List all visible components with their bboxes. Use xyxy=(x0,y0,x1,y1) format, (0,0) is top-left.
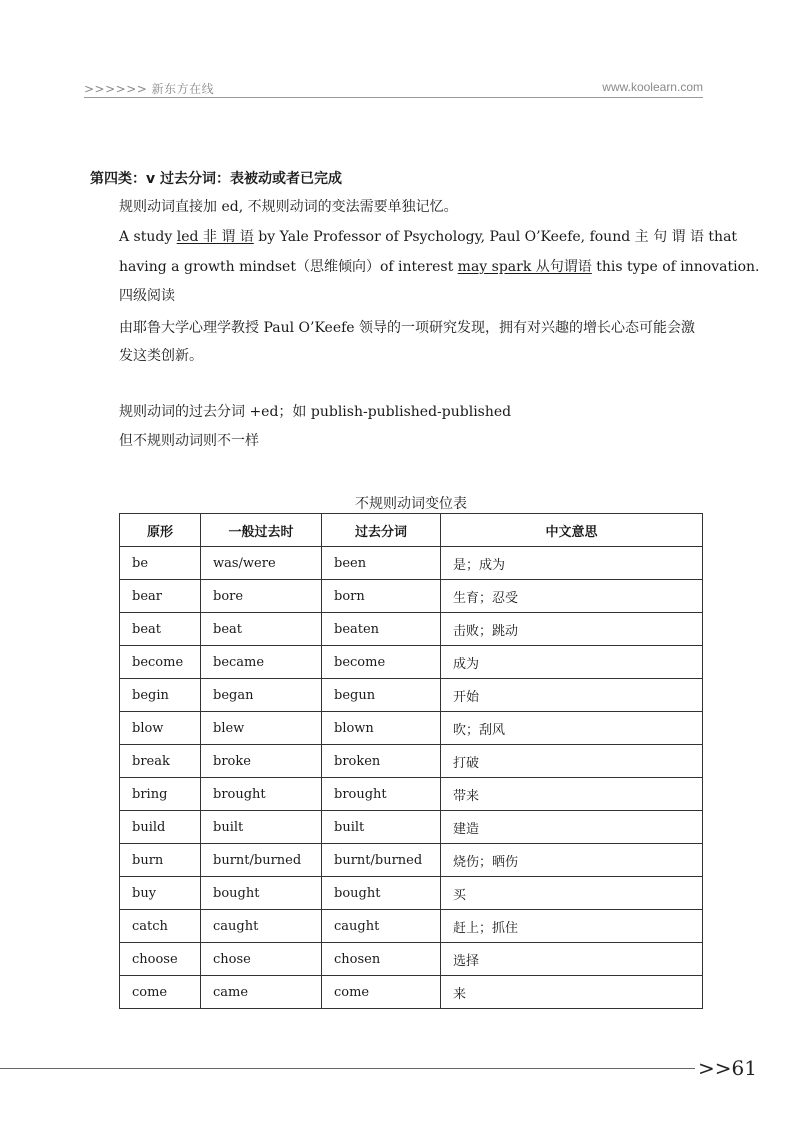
table-cell: 打破 xyxy=(441,745,703,778)
table-cell: 开始 xyxy=(441,679,703,712)
table-cell: 吹；刮风 xyxy=(441,712,703,745)
example-line-1: A study led 非 谓 语 by Yale Professor of Psychology, Paul O’Keefe, found 主 句 谓 语 that xyxy=(119,229,738,245)
table-cell: 烧伤；晒伤 xyxy=(441,844,703,877)
table-row xyxy=(120,613,703,646)
table-row xyxy=(120,844,703,877)
table-cell: bring xyxy=(120,778,201,811)
table-cell: blown xyxy=(322,712,441,745)
table-row xyxy=(120,712,703,745)
table-cell: 成为 xyxy=(441,646,703,679)
table-cell: blew xyxy=(201,712,322,745)
table-cell: become xyxy=(322,646,441,679)
table-cell: bought xyxy=(322,877,441,910)
table-row xyxy=(120,580,703,613)
table-cell: catch xyxy=(120,910,201,943)
table-row xyxy=(120,745,703,778)
table-cell: came xyxy=(201,976,322,1009)
table-cell: come xyxy=(322,976,441,1009)
table-cell: 赶上；抓住 xyxy=(441,910,703,943)
table-cell: burn xyxy=(120,844,201,877)
example-translation: 由耶鲁大学心理学教授 Paul O’Keefe 领导的一项研究发现，拥有对兴趣的增长心态可能会激发这类创新。 xyxy=(119,320,696,364)
table-row xyxy=(120,646,703,679)
table-cell: break xyxy=(120,745,201,778)
header-brand: >>>>>> 新东方在线 xyxy=(84,82,215,96)
table-cell: build xyxy=(120,811,201,844)
table-cell: come xyxy=(120,976,201,1009)
table-cell: built xyxy=(322,811,441,844)
column-header: 中文意思 xyxy=(441,514,703,547)
table-cell: been xyxy=(322,547,441,580)
table-cell: bore xyxy=(201,580,322,613)
page-number: >>61 xyxy=(698,1056,757,1080)
table-cell: became xyxy=(201,646,322,679)
rule-text: 规则动词直接加 ed, 不规则动词的变法需要单独记忆。 xyxy=(119,199,458,215)
underline-non-predicate: led 非 谓 语 xyxy=(176,229,254,245)
column-header: 原形 xyxy=(120,514,201,547)
table-cell: brought xyxy=(322,778,441,811)
table-cell: born xyxy=(322,580,441,613)
example-source: 四级阅读 xyxy=(119,288,175,304)
table-cell: 带来 xyxy=(441,778,703,811)
table-row xyxy=(120,778,703,811)
table-cell: broke xyxy=(201,745,322,778)
table-cell: chose xyxy=(201,943,322,976)
table-row xyxy=(120,910,703,943)
header-website: www.koolearn.com xyxy=(602,80,703,94)
table-cell: become xyxy=(120,646,201,679)
table-header-row xyxy=(120,514,703,547)
table-row xyxy=(120,811,703,844)
example-line-2: having a growth mindset（思维倾向）of interest may spark 从句谓语 this type of innovation. xyxy=(119,259,760,275)
table-cell: chosen xyxy=(322,943,441,976)
table-cell: burnt/burned xyxy=(201,844,322,877)
table-cell: beaten xyxy=(322,613,441,646)
table-cell: be xyxy=(120,547,201,580)
footer-divider xyxy=(0,1068,695,1069)
table-cell: beat xyxy=(120,613,201,646)
table-cell: burnt/burned xyxy=(322,844,441,877)
table-cell: buy xyxy=(120,877,201,910)
table-cell: caught xyxy=(201,910,322,943)
table-cell: 来 xyxy=(441,976,703,1009)
table-cell: begin xyxy=(120,679,201,712)
table-cell: brought xyxy=(201,778,322,811)
table-cell: was/were xyxy=(201,547,322,580)
table-cell: bear xyxy=(120,580,201,613)
table-row xyxy=(120,547,703,580)
table-cell: 击败；跳动 xyxy=(441,613,703,646)
underline-clause-predicate: may spark 从句谓语 xyxy=(457,259,592,275)
table-cell: caught xyxy=(322,910,441,943)
note-irregular: 但不规则动词则不一样 xyxy=(119,433,259,449)
table-cell: 买 xyxy=(441,877,703,910)
table-row xyxy=(120,679,703,712)
table-row xyxy=(120,976,703,1009)
table-cell: built xyxy=(201,811,322,844)
table-cell: beat xyxy=(201,613,322,646)
table-cell: begun xyxy=(322,679,441,712)
irregular-verb-table xyxy=(119,513,703,1009)
table-row xyxy=(120,943,703,976)
column-header: 一般过去时 xyxy=(201,514,322,547)
table-row xyxy=(120,877,703,910)
table-cell: 选择 xyxy=(441,943,703,976)
table-cell: 建造 xyxy=(441,811,703,844)
table-cell: choose xyxy=(120,943,201,976)
table-cell: bought xyxy=(201,877,322,910)
table-cell: began xyxy=(201,679,322,712)
header-divider xyxy=(84,97,703,98)
table-cell: blow xyxy=(120,712,201,745)
section-heading: 第四类：v 过去分词：表被动或者已完成 xyxy=(90,171,342,187)
table-caption: 不规则动词变位表 xyxy=(355,496,467,512)
column-header: 过去分词 xyxy=(322,514,441,547)
table-cell: 生育；忍受 xyxy=(441,580,703,613)
table-cell: 是；成为 xyxy=(441,547,703,580)
note-regular: 规则动词的过去分词 +ed；如 publish-published-published xyxy=(119,404,512,420)
table-cell: broken xyxy=(322,745,441,778)
